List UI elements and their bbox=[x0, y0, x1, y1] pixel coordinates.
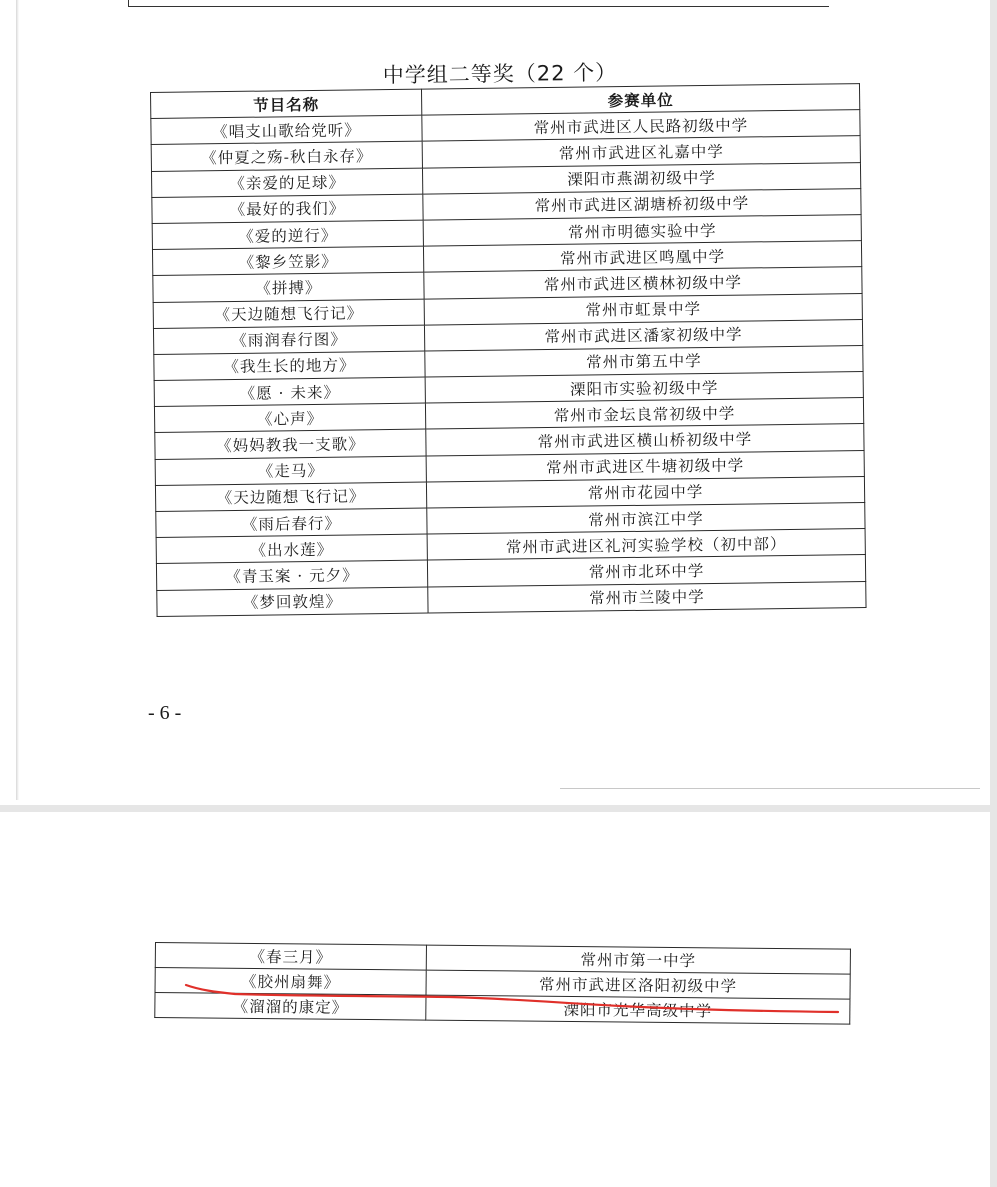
program-name-cell: 《我生长的地方》 bbox=[154, 351, 425, 381]
program-name-cell: 《天边随想飞行记》 bbox=[155, 482, 426, 512]
program-name-cell: 《愿 · 未来》 bbox=[154, 377, 425, 407]
participating-unit-cell: 常州市兰陵中学 bbox=[428, 581, 866, 613]
program-name-cell: 《妈妈教我一支歌》 bbox=[155, 429, 426, 459]
participating-unit-cell: 常州市武进区礼嘉中学 bbox=[422, 136, 860, 168]
section-heading: 中学组二等奖（22 个） bbox=[382, 60, 618, 88]
award-table bbox=[150, 83, 867, 617]
participating-unit-cell: 常州市第五中学 bbox=[425, 345, 863, 377]
program-name-cell: 《雨润春行图》 bbox=[153, 325, 424, 355]
program-name-cell: 《唱支山歌给党听》 bbox=[151, 115, 422, 145]
participating-unit-cell: 常州市武进区潘家初级中学 bbox=[424, 319, 862, 351]
award-table-body bbox=[151, 110, 866, 616]
program-name-cell: 《雨后春行》 bbox=[156, 508, 427, 538]
previous-table-bottom-edge bbox=[128, 0, 829, 7]
participating-unit-cell: 溧阳市燕湖初级中学 bbox=[422, 162, 860, 194]
participating-unit-cell: 常州市武进区湖塘桥初级中学 bbox=[423, 188, 861, 220]
participating-unit-cell: 常州市武进区横林初级中学 bbox=[424, 267, 862, 299]
program-name-cell: 《梦回敦煌》 bbox=[157, 587, 428, 617]
program-name-cell: 《爱的逆行》 bbox=[152, 220, 423, 250]
program-name-cell: 《最好的我们》 bbox=[152, 194, 423, 224]
participating-unit-cell: 常州市虹景中学 bbox=[424, 293, 862, 325]
participating-unit-cell: 常州市武进区横山桥初级中学 bbox=[426, 424, 864, 456]
program-name-cell: 《溜溜的康定》 bbox=[155, 993, 426, 1021]
program-name-cell: 《天边随想飞行记》 bbox=[153, 299, 424, 329]
program-name-cell: 《仲夏之殇-秋白永存》 bbox=[151, 141, 422, 171]
award-table-continued bbox=[154, 942, 851, 1025]
participating-unit-cell: 常州市滨江中学 bbox=[427, 503, 865, 535]
participating-unit-cell: 常州市明德实验中学 bbox=[423, 215, 861, 247]
participating-unit-cell: 常州市武进区人民路初级中学 bbox=[422, 110, 860, 142]
participating-unit-cell: 常州市北环中学 bbox=[427, 555, 865, 587]
header-program-name: 节目名称 bbox=[151, 89, 422, 119]
program-name-cell: 《春三月》 bbox=[155, 943, 426, 971]
participating-unit-cell: 常州市金坛良常初级中学 bbox=[425, 398, 863, 430]
program-name-cell: 《亲爱的足球》 bbox=[151, 168, 422, 198]
program-name-cell: 《黎乡笠影》 bbox=[152, 246, 423, 276]
participating-unit-cell: 常州市武进区牛塘初级中学 bbox=[426, 450, 864, 482]
participating-unit-cell: 常州市第一中学 bbox=[426, 945, 850, 974]
program-name-cell: 《出水莲》 bbox=[156, 534, 427, 564]
award-table-continued-body bbox=[155, 943, 851, 1025]
participating-unit-cell: 常州市武进区礼河实验学校（初中部） bbox=[427, 529, 865, 561]
page-edge-shadow bbox=[16, 0, 19, 800]
page-number: - 6 - bbox=[148, 702, 182, 724]
scan-edge-line bbox=[560, 788, 980, 789]
program-name-cell: 《胶州扇舞》 bbox=[155, 968, 426, 996]
program-name-cell: 《拼搏》 bbox=[153, 272, 424, 302]
header-participating-unit: 参赛单位 bbox=[421, 84, 859, 116]
program-name-cell: 《青玉案 · 元夕》 bbox=[156, 560, 427, 590]
participating-unit-cell: 常州市武进区洛阳初级中学 bbox=[426, 970, 850, 999]
participating-unit-cell: 常州市花园中学 bbox=[426, 476, 864, 508]
participating-unit-cell: 溧阳市光华高级中学 bbox=[426, 995, 850, 1024]
program-name-cell: 《走马》 bbox=[155, 456, 426, 486]
participating-unit-cell: 常州市武进区鸣凰中学 bbox=[423, 241, 861, 273]
program-name-cell: 《心声》 bbox=[154, 403, 425, 433]
participating-unit-cell: 溧阳市实验初级中学 bbox=[425, 372, 863, 404]
